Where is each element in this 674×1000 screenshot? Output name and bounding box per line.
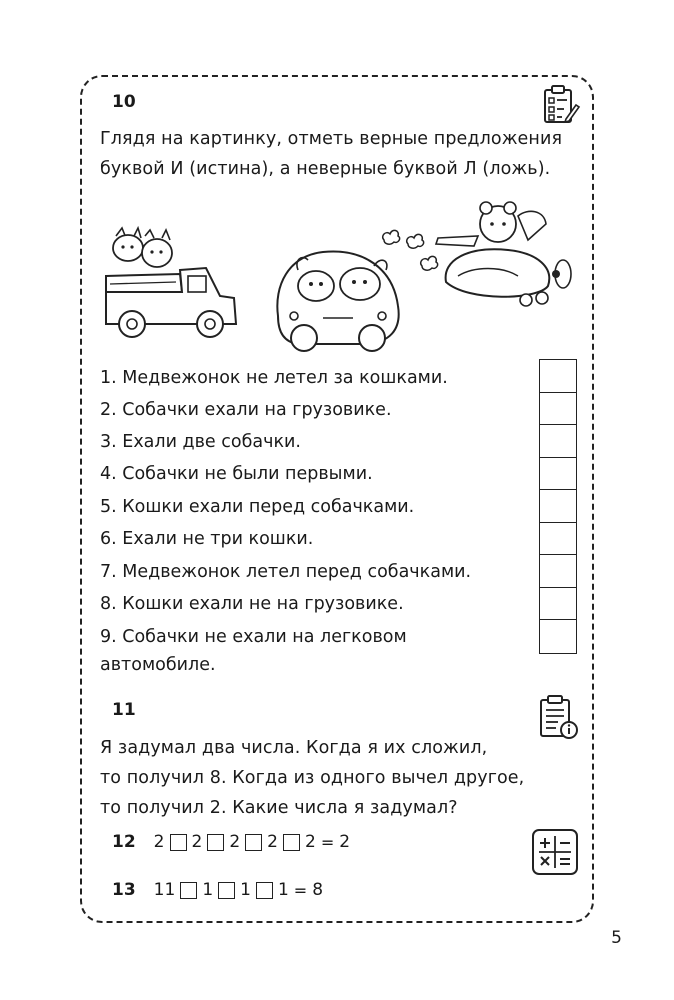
task-12-operand-4: 2: [267, 832, 278, 852]
answer-cell-3[interactable]: [540, 425, 576, 458]
answer-cell-7[interactable]: [540, 555, 576, 588]
task-12-operand-5: 2: [304, 832, 316, 852]
task-11-text: [100, 733, 524, 823]
statement-8: 8. Кошки ехали не на грузовике.: [100, 594, 404, 614]
calculator-icon: [531, 828, 579, 876]
equals-sign: =: [293, 880, 308, 900]
operator-box[interactable]: [245, 834, 262, 851]
page-number: 5: [611, 928, 622, 948]
task-11-number: 11: [112, 700, 136, 720]
task-12: [112, 832, 350, 852]
task-12-operand-1: 2: [153, 832, 165, 852]
task-10-instruction-line-1: Глядя на картинку, отметь верные предложения: [100, 129, 563, 149]
operator-box[interactable]: [218, 882, 235, 899]
task-10-number: 10: [112, 92, 136, 112]
answer-cell-8[interactable]: [540, 588, 576, 621]
operator-box[interactable]: [207, 834, 224, 851]
task-12-number: 12: [112, 832, 136, 852]
task-13-operand-4: 1: [277, 880, 289, 900]
statement-5: 5. Кошки ехали перед собачками.: [100, 497, 415, 517]
operator-box[interactable]: [256, 882, 273, 899]
task-11-line-2: то получил 8. Когда из одного вычел другое,: [100, 768, 525, 788]
task-13-operand-2: 1: [202, 880, 214, 900]
statement-4: 4. Собачки не были первыми.: [100, 464, 373, 484]
task-10-instruction: [100, 124, 590, 184]
task-13-result: 8: [312, 880, 324, 900]
answer-cell-1[interactable]: [540, 360, 576, 393]
operator-box[interactable]: [170, 834, 187, 851]
task-13-operand-3: 1: [240, 880, 251, 900]
statement-7: 7. Медвежонок летел перед собачками.: [100, 562, 472, 582]
checklist-icon: [542, 85, 580, 125]
clipboard-info-icon: [538, 694, 580, 740]
statement-9: 9. Собачки не ехали на легковом: [100, 627, 407, 647]
answer-grid: [539, 359, 577, 654]
statement-6: 6. Ехали не три кошки.: [100, 529, 314, 549]
answer-cell-4[interactable]: [540, 458, 576, 491]
equals-sign: =: [320, 832, 335, 852]
statement-2: 2. Собачки ехали на грузовике.: [100, 400, 392, 420]
task-11-line-1: Я задумал два числа. Когда я их сложил,: [100, 738, 488, 758]
task-10-instruction-line-2: буквой И (истина), а неверные буквой Л (ложь).: [100, 159, 551, 179]
operator-box[interactable]: [180, 882, 197, 899]
answer-cell-9[interactable]: [540, 620, 576, 653]
answer-cell-2[interactable]: [540, 393, 576, 426]
answer-cell-6[interactable]: [540, 523, 576, 556]
task-12-operand-3: 2: [229, 832, 241, 852]
task-13-operand-1: 11: [153, 880, 176, 900]
task-13: [112, 880, 323, 900]
operator-box[interactable]: [283, 834, 300, 851]
task-13-number: 13: [112, 880, 136, 900]
answer-cell-5[interactable]: [540, 490, 576, 523]
statement-9-continuation: автомобиле.: [100, 655, 216, 675]
task-12-operand-2: 2: [191, 832, 203, 852]
truck-with-kittens-illustration: [98, 226, 243, 351]
statement-1: 1. Медвежонок не летел за кошками.: [100, 368, 448, 388]
statement-3: 3. Ехали две собачки.: [100, 432, 301, 452]
task-12-result: 2: [339, 832, 351, 852]
task-11-line-3: то получил 2. Какие числа я задумал?: [100, 798, 458, 818]
plane-with-bear-illustration: [378, 196, 578, 316]
